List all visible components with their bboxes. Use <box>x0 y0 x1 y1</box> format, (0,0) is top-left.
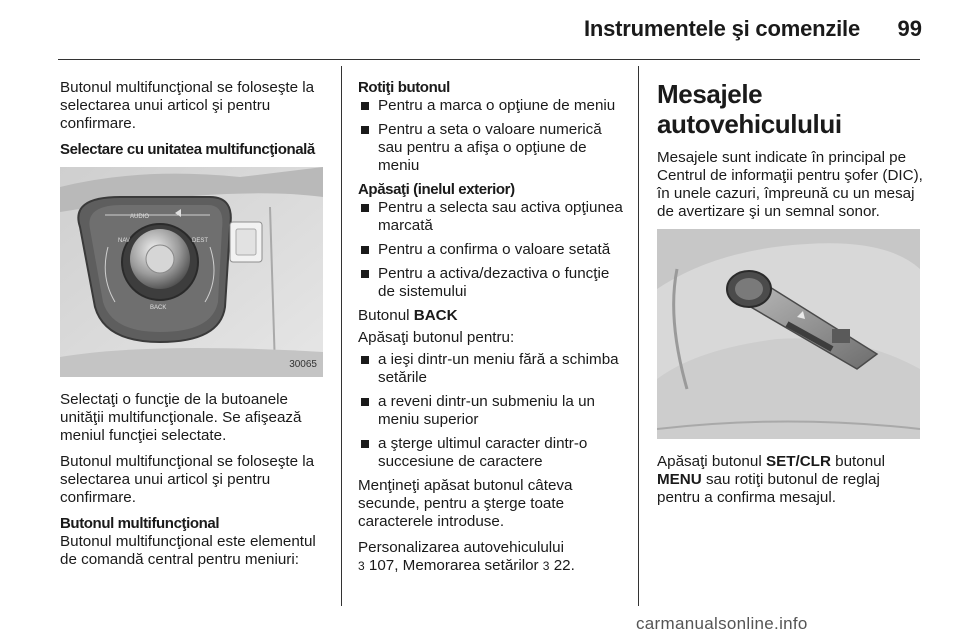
list-item: Pentru a seta o valoare numerică sau pentru a afişa o opţiune de meniu <box>358 121 626 175</box>
personalization-ref: Personalizarea autovehiculului 3 107, Memorarea setărilor 3 22. <box>358 539 575 574</box>
audio-label: AUDIO <box>130 214 150 220</box>
multifunction-unit-figure <box>60 167 323 377</box>
messages-paragraph: Mesajele sunt indicate în principal pe Centrul de informaţii pentru şofer (DIC), în unele cazuri, împreună cu un mesaj de avertizare şi un semnal sonor. <box>657 149 923 220</box>
multifunction-use-paragraph: Butonul multifuncţional se foloseşte la selectarea unui articol şi pentru confirmare. <box>60 453 315 506</box>
header-rule <box>58 59 920 60</box>
multifunction-unit-illustration <box>60 167 323 377</box>
list-item: a reveni dintr-un submeniu la un meniu superior <box>358 393 626 429</box>
section-title: Mesajele autovehiculului <box>657 79 842 139</box>
hold-paragraph: Menţineţi apăsat butonul câteva secunde, pentru a şterge toate caracterele introduse. <box>358 477 573 530</box>
press-list <box>358 199 626 301</box>
rotate-heading: Rotiţi butonul <box>358 79 450 96</box>
xref-arrow-icon: 3 <box>358 559 365 573</box>
figure-code: 30065 <box>289 359 317 370</box>
section-heading-button: Butonul multifuncţional <box>60 515 220 532</box>
intro-paragraph: Butonul multifuncţional se foloseşte la selectarea unui articol şi pentru confirmare. <box>60 79 315 132</box>
column-divider-2 <box>638 66 639 606</box>
watermark: carmanualsonline.info <box>636 614 808 633</box>
list-item: a ieşi dintr-un meniu fără a schimba setările <box>358 351 626 387</box>
column-divider-1 <box>341 66 342 606</box>
back-label: BACK <box>150 305 167 311</box>
column-3 <box>657 79 925 515</box>
list-item: Pentru a confirma o valoare setată <box>358 241 626 259</box>
running-header-title: Instrumentele şi comenzile <box>584 16 860 41</box>
confirm-message-paragraph: Apăsaţi butonul SET/CLR butonul MENU sau rotiţi butonul de reglaj pentru a confirma mesajul. <box>657 453 885 506</box>
list-item: Pentru a marca o opţiune de meniu <box>358 97 626 115</box>
list-item: Pentru a selecta sau activa opţiunea marcată <box>358 199 626 235</box>
rotate-list <box>358 97 626 175</box>
column-2 <box>358 79 626 583</box>
list-item: Pentru a activa/dezactiva o funcţie de sistemului <box>358 265 626 301</box>
list-item: a şterge ultimul caracter dintr-o succesiune de caractere <box>358 435 626 471</box>
page-number: 99 <box>897 16 922 41</box>
nav-label: NAV <box>118 238 130 244</box>
back-list <box>358 351 626 471</box>
press-heading: Apăsaţi (inelul exterior) <box>358 181 515 198</box>
back-button-line: Butonul BACK <box>358 307 458 324</box>
back-intro: Apăsaţi butonul pentru: <box>358 329 515 346</box>
central-control-paragraph: Butonul multifuncţional este elementul de comandă central pentru meniuri: <box>60 533 316 568</box>
turn-signal-stalk-illustration <box>657 229 920 439</box>
select-function-paragraph: Selectaţi o funcţie de la butoanele unităţii multifuncţionale. Se afişează meniul funcţiei selectate. <box>60 391 302 444</box>
column-1 <box>60 79 328 577</box>
xref-arrow-icon: 3 <box>542 559 550 573</box>
dest-label: DEST <box>192 238 209 244</box>
section-heading-select: Selectare cu unitatea multifuncţională <box>60 141 315 158</box>
stalk-figure <box>657 229 920 439</box>
